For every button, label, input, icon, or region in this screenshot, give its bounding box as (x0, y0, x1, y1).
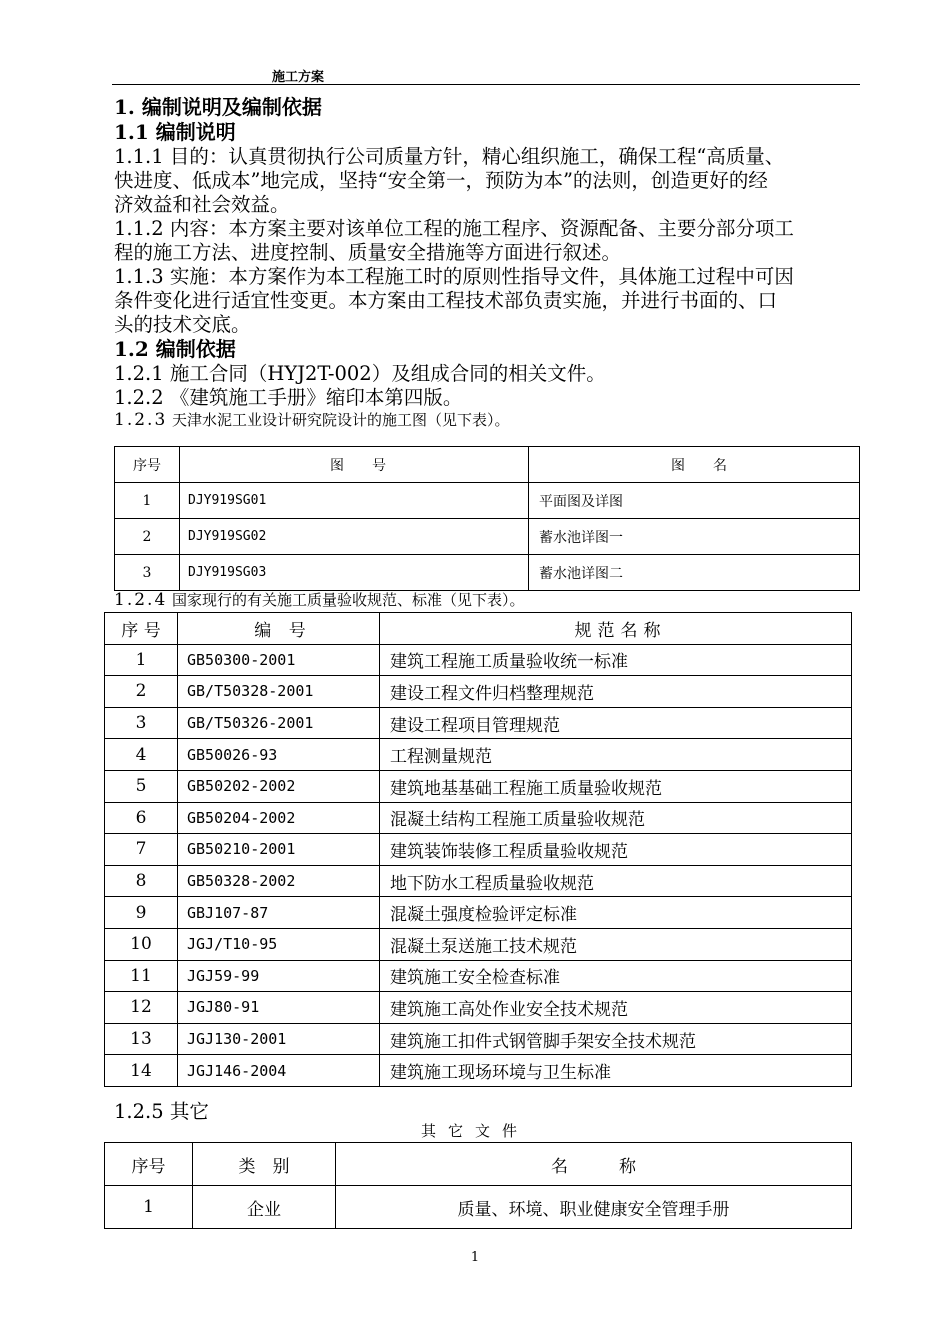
cell-drawing-name: 平面图及详图 (529, 483, 860, 519)
table-row (115, 483, 860, 519)
table-row (105, 770, 852, 802)
para-1-2-2: 1.2.2 《建筑施工手册》缩印本第四版。 (114, 386, 463, 409)
cell-index: 2 (105, 676, 178, 708)
cell-index: 11 (105, 960, 178, 992)
para-1-1-1-line-1: 1.1.1 目的：认真贯彻执行公司质量方针，精心组织施工，确保工程“高质量、 (114, 145, 785, 168)
header-cell: 类 别 (193, 1143, 336, 1186)
cell-standard-code: JGJ/T10-95 (178, 928, 380, 960)
header-title: 施工方案 (272, 70, 325, 85)
cell-index: 3 (115, 555, 180, 591)
cell-index: 12 (105, 992, 178, 1024)
cell-index: 7 (105, 834, 178, 866)
table-row (105, 802, 852, 834)
cell-drawing-no: DJY919SG03 (180, 555, 529, 591)
para-1-2-3-text: 天津水泥工业设计研究院设计的施工图（见下表）。 (167, 411, 510, 429)
drawings-table (114, 446, 860, 591)
table-row (105, 676, 852, 708)
para-1-1-3-line-1: 1.1.3 实施：本方案作为本工程施工时的原则性指导文件，具体施工过程中可因 (114, 265, 794, 288)
table-row (105, 644, 852, 676)
para-1-1-1-line-2: 快进度、低成本”地完成，坚持“安全第一，预防为本”的法则，创造更好的经 (114, 169, 768, 192)
para-1-1-2-line-2: 程的施工方法、进度控制、质量安全措施等方面进行叙述。 (114, 241, 622, 264)
table-row (115, 555, 860, 591)
cell-document-name: 质量、环境、职业健康安全管理手册 (336, 1186, 852, 1229)
cell-index: 2 (115, 519, 180, 555)
table-row (105, 707, 852, 739)
cell-standard-name: 建筑施工高处作业安全技术规范 (380, 992, 852, 1024)
table-row (105, 739, 852, 771)
header-cell: 名 称 (336, 1143, 852, 1186)
header-cell: 规范名称 (380, 613, 852, 645)
cell-index: 1 (115, 483, 180, 519)
other-docs-table (104, 1142, 852, 1229)
cell-index: 10 (105, 928, 178, 960)
section-1-2-heading: 1.2 编制依据 (114, 337, 236, 361)
header-cell: 序 号 (105, 613, 178, 645)
cell-standard-name: 建筑施工安全检查标准 (380, 960, 852, 992)
cell-standard-code: GB/T50328-2001 (178, 676, 380, 708)
header-cell: 图 号 (180, 447, 529, 483)
cell-standard-name: 建筑装饰装修工程质量验收规范 (380, 834, 852, 866)
table-row (105, 1023, 852, 1055)
cell-standard-code: JGJ130-2001 (178, 1023, 380, 1055)
para-1-2-3 (114, 410, 862, 431)
cell-index: 14 (105, 1055, 178, 1087)
cell-standard-name: 建筑施工扣件式钢管脚手架安全技术规范 (380, 1023, 852, 1055)
other-docs-caption: 其它文件 (420, 1122, 529, 1140)
para-1-2-4-text: 国家现行的有关施工质量验收规范、标准（见下表）。 (167, 591, 525, 609)
page-number: 1 (470, 1250, 480, 1265)
cell-index: 13 (105, 1023, 178, 1055)
para-1-1-1-line-3: 济效益和社会效益。 (114, 193, 290, 216)
cell-category: 企业 (193, 1186, 336, 1229)
table-row (105, 928, 852, 960)
table-row (105, 897, 852, 929)
cell-index: 6 (105, 802, 178, 834)
table-header-row (105, 613, 852, 645)
cell-standard-name: 建筑工程施工质量验收统一标准 (380, 644, 852, 676)
header-cell: 编 号 (178, 613, 380, 645)
cell-standard-name: 地下防水工程质量验收规范 (380, 865, 852, 897)
standards-table (104, 612, 852, 1087)
cell-index: 1 (105, 1186, 193, 1229)
cell-standard-code: GBJ107-87 (178, 897, 380, 929)
header-cell: 图 名 (529, 447, 860, 483)
section-1-1-heading: 1.1 编制说明 (114, 120, 236, 144)
cell-standard-code: GB50202-2002 (178, 770, 380, 802)
cell-standard-code: GB50300-2001 (178, 644, 380, 676)
para-1-1-3-line-2: 条件变化进行适宜性变更。本方案由工程技术部负责实施，并进行书面的、口 (114, 289, 778, 312)
para-1-1-3-line-3: 头的技术交底。 (114, 313, 251, 336)
cell-standard-name: 建设工程项目管理规范 (380, 707, 852, 739)
cell-index: 1 (105, 644, 178, 676)
table-header-row (105, 1143, 852, 1186)
cell-standard-name: 建筑施工现场环境与卫生标准 (380, 1055, 852, 1087)
header-cell: 序号 (105, 1143, 193, 1186)
table-row (115, 519, 860, 555)
cell-index: 4 (105, 739, 178, 771)
cell-drawing-no: DJY919SG02 (180, 519, 529, 555)
cell-standard-code: JGJ146-2004 (178, 1055, 380, 1087)
table-row (105, 865, 852, 897)
cell-standard-code: GB50026-93 (178, 739, 380, 771)
cell-index: 3 (105, 707, 178, 739)
para-1-2-4 (114, 590, 525, 611)
cell-drawing-name: 蓄水池详图一 (529, 519, 860, 555)
cell-standard-code: JGJ59-99 (178, 960, 380, 992)
cell-standard-code: GB50204-2002 (178, 802, 380, 834)
cell-index: 5 (105, 770, 178, 802)
para-1-2-4-number: 1.2.4 (114, 590, 168, 610)
para-1-2-5: 1.2.5 其它 (114, 1100, 209, 1123)
table-row (105, 1186, 852, 1229)
cell-standard-name: 混凝土强度检验评定标准 (380, 897, 852, 929)
table-row (105, 992, 852, 1024)
cell-index: 8 (105, 865, 178, 897)
cell-standard-code: JGJ80-91 (178, 992, 380, 1024)
cell-standard-code: GB/T50326-2001 (178, 707, 380, 739)
page-header (112, 66, 860, 85)
cell-standard-name: 混凝土结构工程施工质量验收规范 (380, 802, 852, 834)
cell-drawing-name: 蓄水池详图二 (529, 555, 860, 591)
section-1-heading: 1. 编制说明及编制依据 (114, 95, 322, 119)
standards-table-body (105, 613, 852, 1087)
table-header-row (115, 447, 860, 483)
cell-drawing-no: DJY919SG01 (180, 483, 529, 519)
cell-standard-name: 工程测量规范 (380, 739, 852, 771)
cell-standard-name: 建筑地基基础工程施工质量验收规范 (380, 770, 852, 802)
table-row (105, 960, 852, 992)
table-row (105, 834, 852, 866)
para-1-1-2-line-1: 1.1.2 内容：本方案主要对该单位工程的施工程序、资源配备、主要分部分项工 (114, 217, 794, 240)
cell-standard-code: GB50210-2001 (178, 834, 380, 866)
header-cell: 序号 (115, 447, 180, 483)
table-row (105, 1055, 852, 1087)
document-body (114, 94, 862, 431)
cell-standard-name: 建设工程文件归档整理规范 (380, 676, 852, 708)
para-1-2-3-number: 1.2.3 (114, 410, 168, 430)
cell-standard-name: 混凝土泵送施工技术规范 (380, 928, 852, 960)
para-1-2-1: 1.2.1 施工合同（HYJ2T-002）及组成合同的相关文件。 (114, 362, 606, 385)
cell-standard-code: GB50328-2002 (178, 865, 380, 897)
cell-index: 9 (105, 897, 178, 929)
